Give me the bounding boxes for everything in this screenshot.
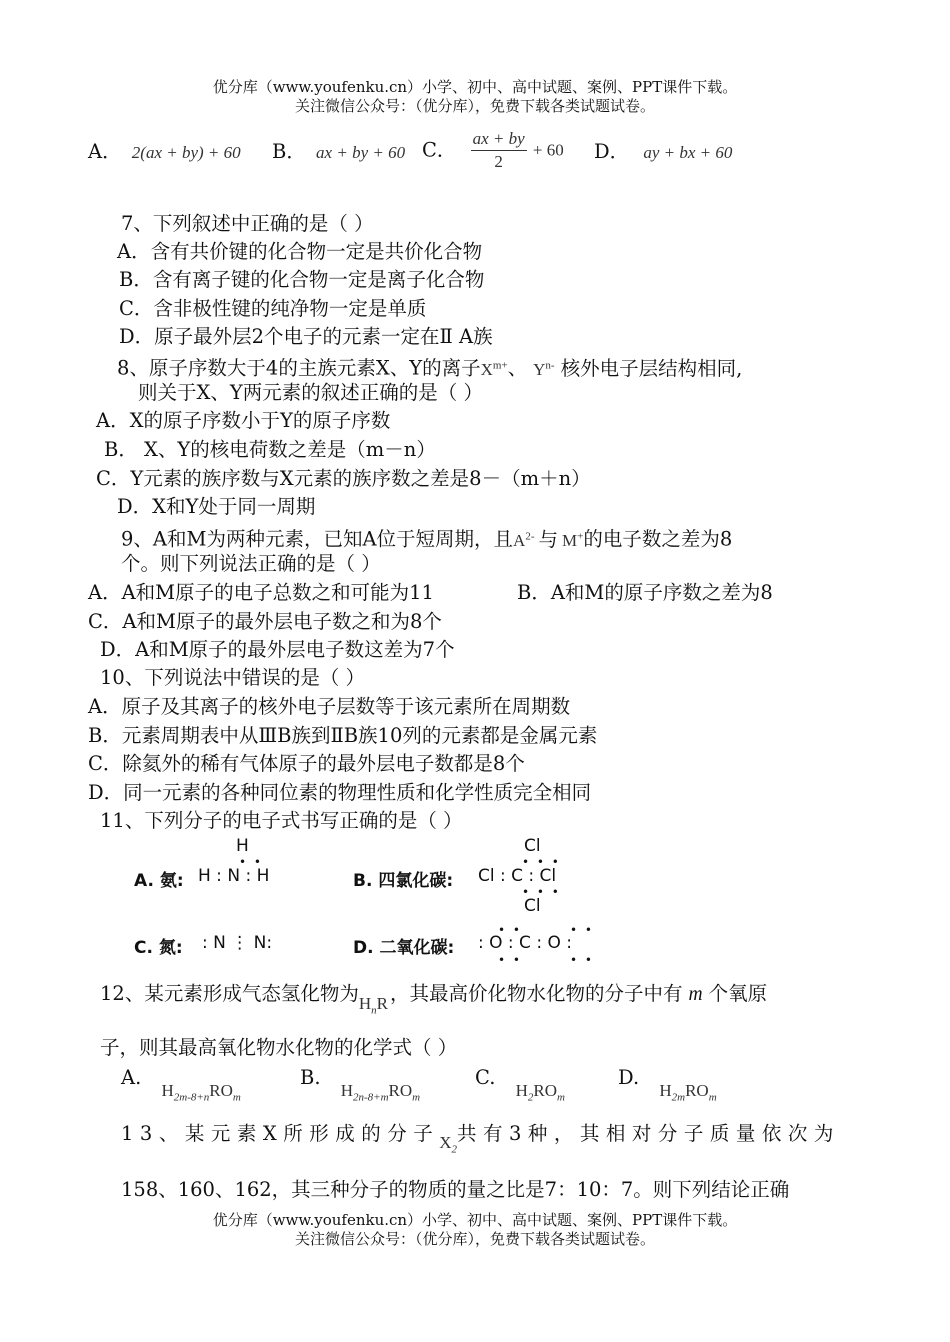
q7-option-c: C．含非极性键的纯净物一定是单质 — [119, 297, 427, 320]
q9-stem-mid: 与 — [538, 527, 559, 551]
q9-ion-m: M+ — [562, 530, 584, 550]
q8-option-d: D．X和Y处于同一周期 — [117, 495, 316, 518]
q9-stem-a: 9、A和M为两种元素，已知A位于短周期，且 — [121, 527, 514, 551]
q12-option-c-formula: $H_2RO_m$ — [515, 1081, 565, 1104]
q9-option-c: C．A和M原子的最外层电子数之和为8个 — [88, 610, 442, 633]
q9-option-a: A．A和M原子的电子总数之和可能为11 — [88, 581, 434, 604]
header-line-2: 关注微信公众号：（优分库），免费下载各类试题试卷。 — [294, 97, 655, 115]
q11-c-formula: : N ⋮ N: — [202, 933, 273, 953]
q8-stem-line-1: 8、原子序数大于4的主族元素X、Y的离子$X^{m+}$、 $Y^{n-}$ 核外电子层结构相同, — [117, 356, 743, 380]
q6-option-c-fraction — [471, 128, 527, 173]
q6-option-c-numerator: ax + by — [471, 128, 527, 151]
q13-stem-a: 13、某元素X所形成的分子 — [121, 1122, 440, 1145]
q12-option-d-label: D. — [618, 1066, 640, 1089]
q10-option-c: C．除氦外的稀有气体原子的最外层电子数都是8个 — [88, 752, 525, 775]
q11-b-label: B. 四氯化碳: — [353, 871, 454, 891]
q12-option-a — [121, 1066, 241, 1104]
q11-d-dots-bottom-2: • • — [570, 953, 594, 967]
q12-stem-line-2: 子，则其最高氧化物水化物的化学式（ ） — [100, 1036, 458, 1059]
q11-a-formula: H : N : H — [198, 866, 270, 886]
q13-stem-line-2: 158、160、162，其三种分子的物质的量之比是7：10：7。则下列结论正确 — [121, 1178, 790, 1201]
q6-option-b-expr: ax + by + 60 — [316, 143, 406, 162]
q12-option-d — [618, 1066, 717, 1104]
q7-stem: 7、下列叙述中正确的是（ ） — [121, 212, 374, 235]
q10-option-a: A．原子及其离子的核外电子层数等于该元素所在周期数 — [88, 695, 571, 718]
q11-d-dots-top-2: • • — [570, 923, 594, 937]
footer-line-1: 优分库（www.youfenku.cn）小学、初中、高中试题、案例、PPT课件下载。 — [212, 1211, 738, 1229]
q9-stem-line-1 — [121, 524, 732, 553]
q12-option-c-label: C. — [475, 1066, 496, 1089]
q9-ion-a: $A^{2-}$ — [513, 530, 535, 550]
q11-a-h-top: H — [236, 836, 249, 856]
q11-b-cl-bottom: Cl — [524, 896, 541, 916]
q6-options — [88, 140, 241, 165]
q11-d-dots-bottom-1: • • — [498, 953, 522, 967]
q11-d-dots-top-1: • • — [498, 923, 522, 937]
q8-option-c: C．Y元素的族序数与X元素的族序数之差是8－（m＋n） — [96, 467, 591, 490]
q6-option-b-label: B． — [272, 140, 306, 163]
q11-d-label: D. 二氧化碳: — [353, 938, 455, 958]
q8-option-b: B． X、Y的核电荷数之差是（m－n） — [104, 438, 436, 461]
q8-ion-x: $X^{m+}$ — [480, 359, 508, 379]
q12-option-b-label: B. — [300, 1066, 321, 1089]
q12-option-b — [300, 1066, 421, 1104]
q9-stem-b: 的电子数之差为8 — [583, 527, 733, 551]
q13-stem-b: 共有3种，其相对分子质量依次为 — [456, 1122, 840, 1145]
q12-option-b-formula: $H_{2n-8+m}RO_m$ — [340, 1081, 421, 1104]
q12-stem-line-1 — [100, 982, 768, 1017]
q6-option-d-expr: ay + bx + 60 — [643, 143, 733, 162]
q12-option-d-formula: $H_{2m}RO_m$ — [659, 1081, 717, 1104]
q8-stem-b: 核外电子层结构相同, — [560, 356, 743, 380]
q13-stem-line-1 — [121, 1122, 840, 1156]
q12-m: m — [688, 984, 703, 1005]
q11-c-label: C. 氮: — [134, 938, 183, 958]
q11-b-formula: Cl : C : Cl — [478, 866, 557, 886]
q6-option-c-label: C． — [422, 138, 457, 162]
q11-a-dots-top: • • — [239, 855, 263, 869]
q6-option-a-expr: 2(ax + by) + 60 — [131, 143, 241, 162]
q8-stem-line-2: 则关于X、Y两元素的叙述正确的是（ ） — [138, 381, 483, 404]
header-line-1: 优分库（www.youfenku.cn）小学、初中、高中试题、案例、PPT课件下载。 — [212, 78, 738, 96]
q12-stem-c: 个氧原 — [708, 982, 768, 1005]
q12-stem-b: ，其最高价化物水化物的分子中有 — [389, 982, 683, 1005]
q13-molecule: $X_2$ — [439, 1133, 457, 1156]
q9-option-d: D．A和M原子的最外层电子数这差为7个 — [100, 638, 455, 661]
q10-option-b: B．元素周期表中从ⅢB族到ⅡB族10列的元素都是金属元素 — [88, 724, 598, 747]
q10-stem: 10、下列说法中错误的是（ ） — [100, 666, 366, 689]
q11-d-formula: : O : C : O : — [478, 933, 572, 953]
q6-option-d-label: D． — [594, 140, 630, 163]
q7-option-b: B．含有离子键的化合物一定是离子化合物 — [119, 268, 485, 291]
q11-b-cl-top: Cl — [524, 836, 541, 856]
footer-line-2: 关注微信公众号：（优分库），免费下载各类试题试卷。 — [294, 1230, 655, 1248]
q12-stem-a: 12、某元素形成气态氢化物为 — [100, 982, 359, 1005]
q8-ion-y: $Y^{n-}$ — [533, 359, 555, 379]
q9-stem-line-2: 个。则下列说法正确的是（ ） — [121, 552, 381, 575]
q7-option-a: A．含有共价键的化合物一定是共价化合物 — [117, 240, 483, 263]
q11-b-dots-top: • • • — [522, 855, 561, 869]
q12-option-a-label: A. — [121, 1066, 142, 1089]
q8-option-a: A．X的原子序数小于Y的原子序数 — [96, 409, 391, 432]
q10-option-d: D．同一元素的各种同位素的物理性质和化学性质完全相同 — [88, 781, 592, 804]
q7-option-d: D．原子最外层2个电子的元素一定在Ⅱ A族 — [119, 325, 493, 348]
q12-option-c — [475, 1066, 565, 1104]
q11-stem: 11、下列分子的电子式书写正确的是（ ） — [100, 809, 463, 832]
q12-hydride-formula: $H_nR$ — [358, 994, 388, 1017]
q6-option-c-denominator: 2 — [494, 152, 503, 171]
q6-option-a-label: A． — [88, 140, 122, 163]
q11-b-dots-bottom: • • • — [522, 885, 561, 899]
q11-a-label: A. 氨: — [134, 871, 184, 891]
q6-option-c-tail: + 60 — [532, 140, 564, 160]
q9-option-b: B．A和M的原子序数之差为8 — [517, 581, 773, 604]
q8-stem-a: 8、原子序数大于4的主族元素X、Y的离子 — [117, 356, 481, 380]
q12-option-a-formula: $H_{2m-8+n}RO_m$ — [161, 1081, 241, 1104]
